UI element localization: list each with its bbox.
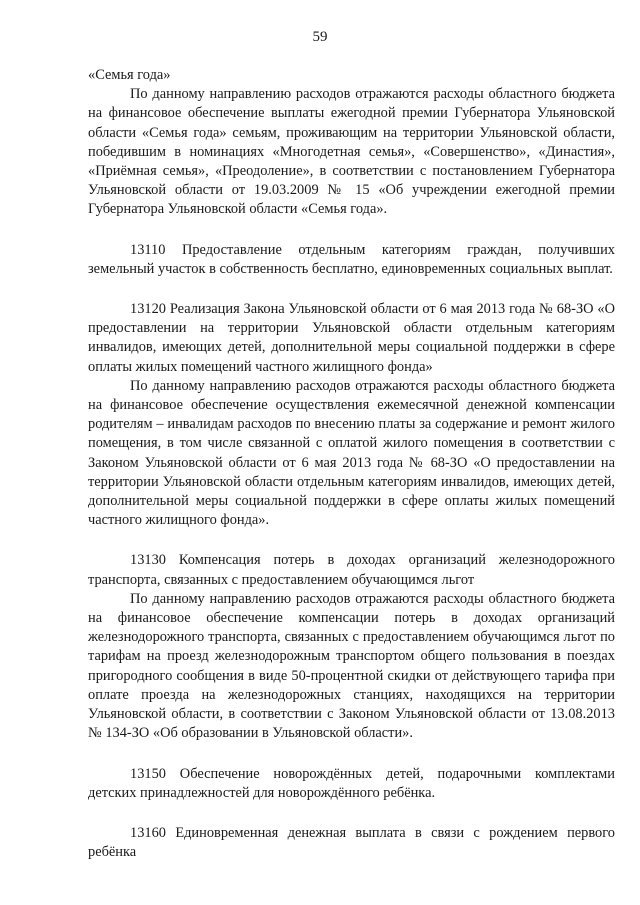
section-title-13130: 13130 Компенсация потерь в доходах организаций железнодорожного транспорта, связанных с предоставлением обучающимся льгот xyxy=(88,552,615,588)
section-body-13130: По данному направлению расходов отражаются расходы областного бюджета на финансовое обеспечение компенсации потерь в доходах организаций железнодорожного транспорта, связанных с предоставлением обучающимся льгот по тарифам на проезд железнодорожным транспортом общего пользования в поездах пригородного сообщения в виде 50-процентной скидки от действующего тарифа при оплате проезда на железнодорожных станциях, находящихся на территории Ульяновской области, в соответствии с Законом Ульяновской области от 13.08.2013 № 134-ЗО «Об образовании в Ульяновской области». xyxy=(88,590,615,742)
page-number: 59 xyxy=(312,29,328,45)
section-body-family-of-year: По данному направлению расходов отражаются расходы областного бюджета на финансовое обеспечение выплаты ежегодной премии Губернатора Ульяновской области «Семья года» семьям, проживающим на территории Ульяновской области, победившим в номинациях «Многодетная семья», «Совершенство», «Династия», «Приёмная семья», «Преодоление», в соответствии с постановлением Губернатора Ульяновской области от 19.03.2009 № 15 «Об учреждении ежегодной премии Губернатора Ульяновской области «Семья года». xyxy=(88,86,615,218)
section-title-13150: 13150 Обеспечение новорождённых детей, подарочными комплектами детских принадлежностей для новорождённого ребёнка. xyxy=(88,765,615,801)
section-body-13120: По данному направлению расходов отражаются расходы областного бюджета на финансовое обеспечение осуществления ежемесячной денежной компенсации родителям – инвалидам расходов по внесению платы за содержание и ремонт жилого помещения, в том числе связанной с оплатой жилого помещения в соответствии с Законом Ульяновской области от 6 мая 2013 года № 68-ЗО «О предоставлении на территории Ульяновской области отдельным категориям инвалидов, имеющих детей, дополнительной меры социальной поддержки в сфере оплаты жилых помещений частного жилищного фонда». xyxy=(88,377,615,529)
section-title-13120: 13120 Реализация Закона Ульяновской области от 6 мая 2013 года № 68-ЗО «О предоставлении на территории Ульяновской области отдельным категориям инвалидов, имеющих детей, дополнительной меры социальной поддержки в сфере оплаты жилых помещений частного жилищного фонда» xyxy=(88,301,615,375)
section-title-13160: 13160 Единовременная денежная выплата в связи с рождением первого ребёнка xyxy=(88,824,615,861)
section-title-family-of-year: «Семья года» xyxy=(88,67,171,83)
section-title-13110: 13110 Предоставление отдельным категориям граждан, получивших земельный участок в собственность бесплатно, единовременных социальных выплат. xyxy=(88,241,615,277)
document-body xyxy=(88,66,615,862)
